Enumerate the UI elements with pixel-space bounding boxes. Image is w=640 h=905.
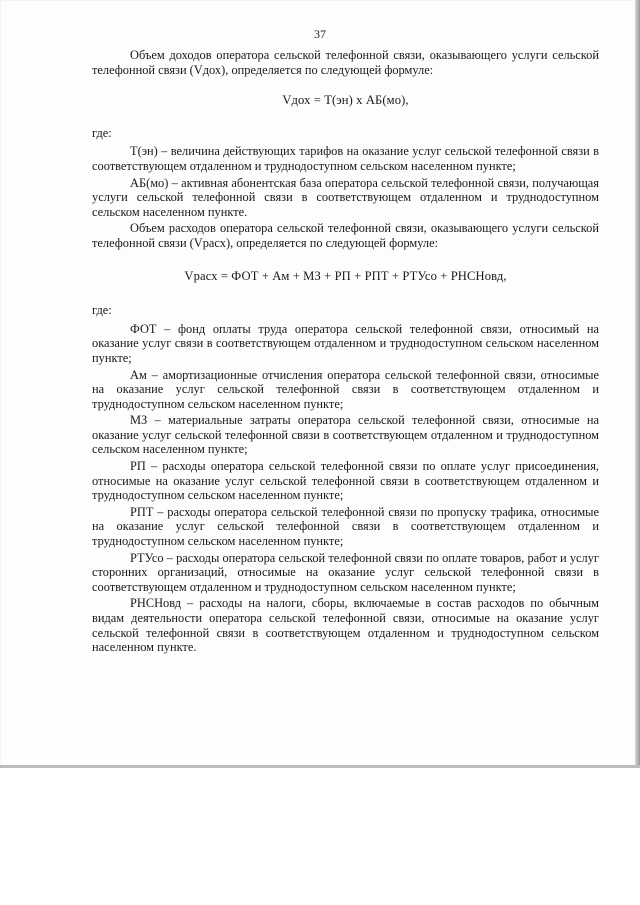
blank-area bbox=[0, 768, 640, 905]
definition-rp: РП – расходы оператора сельской телефонной связи по оплате услуг присоединения, относимые на оказание услуг сельской телефонной связи в соответствующем отдаленном и труднодоступном сельском населенном пункте; bbox=[92, 459, 599, 503]
formula-expense: Vрасх = ФОТ + Ам + МЗ + РП + РПТ + РТУсо + РНСНовд, bbox=[184, 268, 507, 283]
paragraph-income-volume: Объем доходов оператора сельской телефонной связи, оказывающего услуги сельской телефонной связи (Vдох), определяется по следующей формуле: bbox=[92, 48, 599, 77]
definition-am: Ам – амортизационные отчисления оператора сельской телефонной связи, относимые на оказание услуг сельской телефонной связи в соответствующем отдаленном и труднодоступном сельском населенном пункте; bbox=[92, 367, 599, 411]
where-label: где: bbox=[92, 303, 112, 318]
definition-fot: ФОТ – фонд оплаты труда оператора сельской телефонной связи, относимый на оказание услуг связи в соответствующем отдаленном и труднодоступном сельском населенном пункте; bbox=[92, 321, 599, 365]
page-body bbox=[92, 48, 599, 655]
definition-mz: МЗ – материальные затраты оператора сельской телефонной связи, относимые на оказание услуг сельской телефонной связи в соответствующем отдаленном и труднодоступном сельском населенном пункте; bbox=[92, 413, 599, 457]
page-number: 37 bbox=[314, 27, 326, 41]
paragraph-expense-volume: Объем расходов оператора сельской телефонной связи, оказывающего услуги сельской телефонной связи (Vрасх), определяется по следующей формуле: bbox=[92, 221, 599, 250]
definition-rtuso: РТУсо – расходы оператора сельской телефонной связи по оплате товаров, работ и услуг сторонних организаций, относимые на оказание услуг сельской телефонной связи в соответствующем отдаленном и труднодоступном сельском населенном пункте; bbox=[92, 550, 599, 594]
where-label: где: bbox=[92, 125, 112, 140]
definition-rnsnovd: РНСНовд – расходы на налоги, сборы, включаемые в состав расходов по обычным видам деятельности оператора сельской телефонной связи, относимые на оказание услуг сельской телефонной связи в соответствующем отдаленном и труднодоступном сельском населенном пункте. bbox=[92, 596, 599, 655]
formula-income: Vдох = Т(эн) х АБ(мо), bbox=[282, 93, 409, 108]
definition-subscriber-base: АБ(мо) – активная абонентская база оператора сельской телефонной связи, получающая услуги сельской телефонной связи в соответствующем отдаленном и труднодоступном сельском населенном пункте. bbox=[92, 175, 599, 219]
definition-rpt: РПТ – расходы оператора сельской телефонной связи по пропуску трафика, относимые на оказание услуг сельской телефонной связи в соответствующем отдаленном и труднодоступном сельском населенном пункте; bbox=[92, 504, 599, 549]
definition-tariff: Т(эн) – величина действующих тарифов на оказание услуг сельской телефонной связи в соответствующем отдаленном и труднодоступном сельском населенном пункте; bbox=[92, 144, 599, 173]
